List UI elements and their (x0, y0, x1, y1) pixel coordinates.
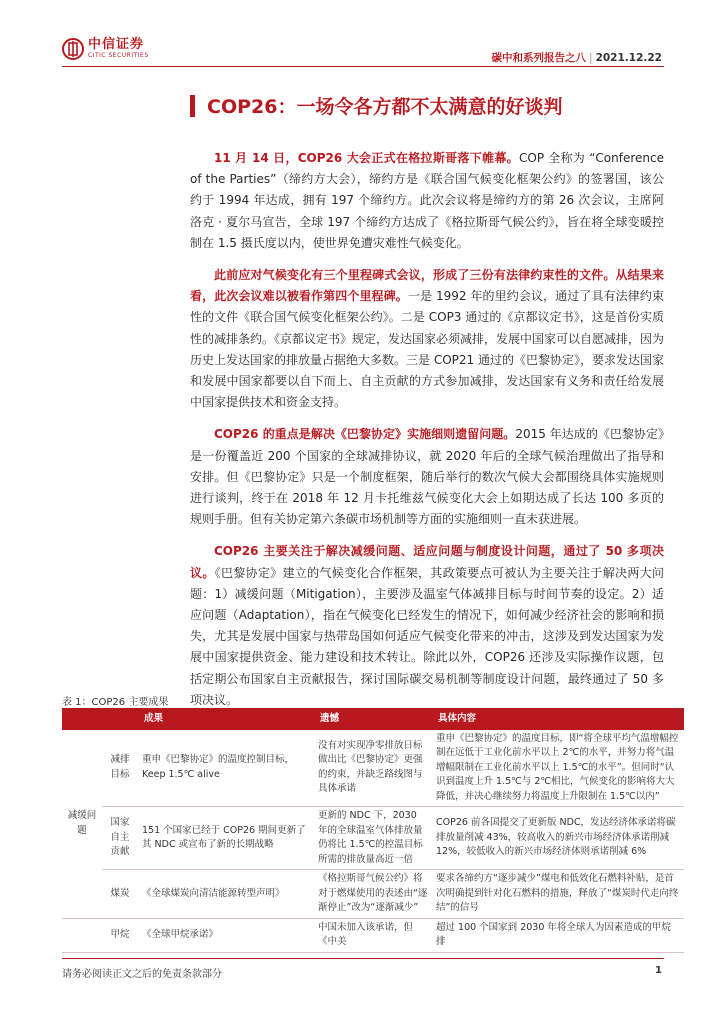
row-category: 甲烷 (102, 918, 138, 952)
table-caption: 表 1：COP26 主要成果 (62, 697, 169, 708)
paragraph-lead: COP26 的重点是解决《巴黎协定》实施细则遗留问题。 (214, 427, 516, 442)
title-text: COP26：一场令各方都不太满意的好谈判 (207, 96, 563, 118)
row-detail: 超过 100 个国家到 2030 年将全球人为因素造成的甲烷排 (432, 918, 684, 952)
paragraph-text: 《巴黎协定》建立的气候变化合作框架，其政策要点可被认为主要关注于解决两大问题：1）减缓问题（Mitigation），主要涉及温室气体减排目标与时间节奏的设定。2）适应问题（Adaptation），指在气候变化已经发生的情况下，如何减少经济社会的影响和损失，尤其是发展中国家与热带岛国如何适应气候变化带来的冲击，这涉及到发达国家为发展中国家提供资金、能力建设和技术转让。除此以外，COP26 还涉及实际操作议题，包括定期公布国家自主贡献报告，探讨国际碳交易机制等制度设计问题，最终通过了 50 多项决议。 (190, 565, 664, 707)
table-row (62, 730, 684, 807)
header-cell (62, 709, 102, 730)
row-result: 151 个国家已经于 COP26 期间更新了其 NDC 或宣布了新的长期战略 (138, 807, 314, 870)
header-divider (62, 66, 664, 67)
row-category: 煤炭 (102, 870, 138, 919)
citic-logo-icon (62, 38, 84, 60)
row-regret: 中国未加入该承诺，但《中美 (314, 918, 432, 952)
logo-en-text: CITIC SECURITIES (88, 52, 149, 59)
table-row (62, 870, 684, 919)
paragraph-4 (190, 541, 664, 711)
report-info (492, 50, 662, 65)
header-cell-regret: 遗憾 (314, 709, 432, 730)
row-regret: 《格拉斯哥气候公约》将对于燃煤使用的表述由“逐渐停止”改为“逐渐减少” (314, 870, 432, 919)
row-result: 《全球煤炭向清洁能源转型声明》 (138, 870, 314, 919)
article-body (190, 148, 664, 722)
header-cell (102, 709, 138, 730)
row-regret: 没有对实现净零排放日标做出比《巴黎协定》更强的约束，并缺乏路线图与具体承诺 (314, 730, 432, 807)
paragraph-3 (190, 424, 664, 530)
paragraph-text: 一是 1992 年的里约会议，通过了具有法律约束性的文件《联合国气候变化框架公约》。二是 COP3 通过的《京都议定书》，这是首份实质性的减排条约。《京都议定书》规定，发达国家必须减排，发展中国家可以自愿减排，因为历史上发达国家的排放量占据绝大多数。三是 COP21 通过的《巴黎协定》，要求发达国家和发展中国家都要以自下而上、自主贡献的方式参加减排，发达国家有义务和责任给发展中国家提供技术和资金支持。 (190, 289, 665, 410)
group-label: 减缓问题 (62, 730, 102, 919)
paragraph-lead: 此前应对气候变化有三个里程碑式会议，形成了三份有法律约束性的文件。从结果来看，此次会议难以被看作第四个里程碑。 (190, 268, 664, 304)
paragraph-text: 2015 年达成的《巴黎协定》是一份覆盖近 200 个国家的全球减排协议，就 2020 年后的全球气候治理做出了指导和安排。但《巴黎协定》只是一个制度框架，随后举行的数次气候大会都围绕具体实施规则进行谈判，终于在 2018 年 12 月卡托维兹气候变化大会上如期达成了长达 100 多页的规则手册。但有关协定第六条碳市场机制等方面的实施细则一直未获进展。 (190, 427, 664, 527)
title-marker (190, 95, 195, 117)
row-detail: COP26 前各国提交了更新版 NDC，发达经济体承诺将碳排放量削减 43%，较高收入的新兴市场经济体承诺削减 12%，较低收入的新兴市场经济体则承诺削减 6% (432, 807, 684, 870)
citic-logo (62, 38, 149, 60)
row-category: 减排目标 (102, 730, 138, 807)
paragraph-lead: 11 月 14 日，COP26 大会正式在格拉斯哥落下帷幕。 (214, 151, 519, 165)
header-separator: | (589, 52, 593, 64)
logo-cn-text: 中信证券 (88, 37, 145, 52)
row-regret: 更新的 NDC 下，2030 年的全球温室气体排放量仍将比 1.5℃的控温目标所需的排放量高近一倍 (314, 807, 432, 870)
table-row (62, 918, 684, 952)
table-header-row (62, 709, 684, 730)
group-label-empty (62, 918, 102, 952)
row-detail: 要求各缔约方“逐步减少”煤电和低效化石燃料补贴，是首次明确提到针对化石燃料的措施，释放了“煤炭时代走向终结”的信号 (432, 870, 684, 919)
page-number: 1 (655, 965, 662, 976)
paragraph-2 (190, 265, 664, 413)
header-cell-result: 成果 (138, 709, 314, 730)
paragraph-1 (190, 148, 664, 254)
row-category: 国家自主贡献 (102, 807, 138, 870)
footer-divider (62, 958, 664, 959)
section-title (190, 92, 562, 119)
report-series: 碳中和系列报告之八 (491, 52, 587, 64)
row-detail: 重申《巴黎协定》的温度目标，即“将全球平均气温增幅控制在远低于工业化前水平以上 2℃的水平，并努力将气温增幅限制在工业化前水平以上 1.5℃的水平”。但同时“认识到温度上升 1.5℃与 2℃相比，气候变化的影响将大大降低，并决心继续努力将温度上升限制在 1.5℃以内” (432, 730, 684, 807)
footer-disclaimer: 请务必阅读正文之后的免责条款部分 (62, 969, 222, 980)
paragraph-lead: COP26 主要关注于解决减缓问题、适应问题与制度设计问题，通过了 50 多项决议。 (190, 544, 664, 580)
table-row (62, 807, 684, 870)
paragraph-text: COP 全称为 “Conference of the Parties”（缔约方大会），缔约方是《联合国气候变化框架公约》的签署国，该公约于 1994 年达成，拥有 197 个缔约方。此次会议将是缔约方的第 26 次会议，主席阿洛克 · 夏尔马宣告，全球 197 个缔约方达成了《格拉斯哥气候公约》，旨在将全球变暖控制在 1.5 摄氏度以内，使世界免遭灾难性气候变化。 (190, 151, 664, 250)
page-header (0, 0, 724, 70)
report-date: 2021.12.22 (595, 52, 662, 64)
row-result: 《全球甲烷承诺》 (138, 918, 314, 952)
row-result: 重申《巴黎协定》的温度控制目标，Keep 1.5℃ alive (138, 730, 314, 807)
results-table (62, 709, 684, 953)
header-cell-detail: 具体内容 (432, 709, 684, 730)
